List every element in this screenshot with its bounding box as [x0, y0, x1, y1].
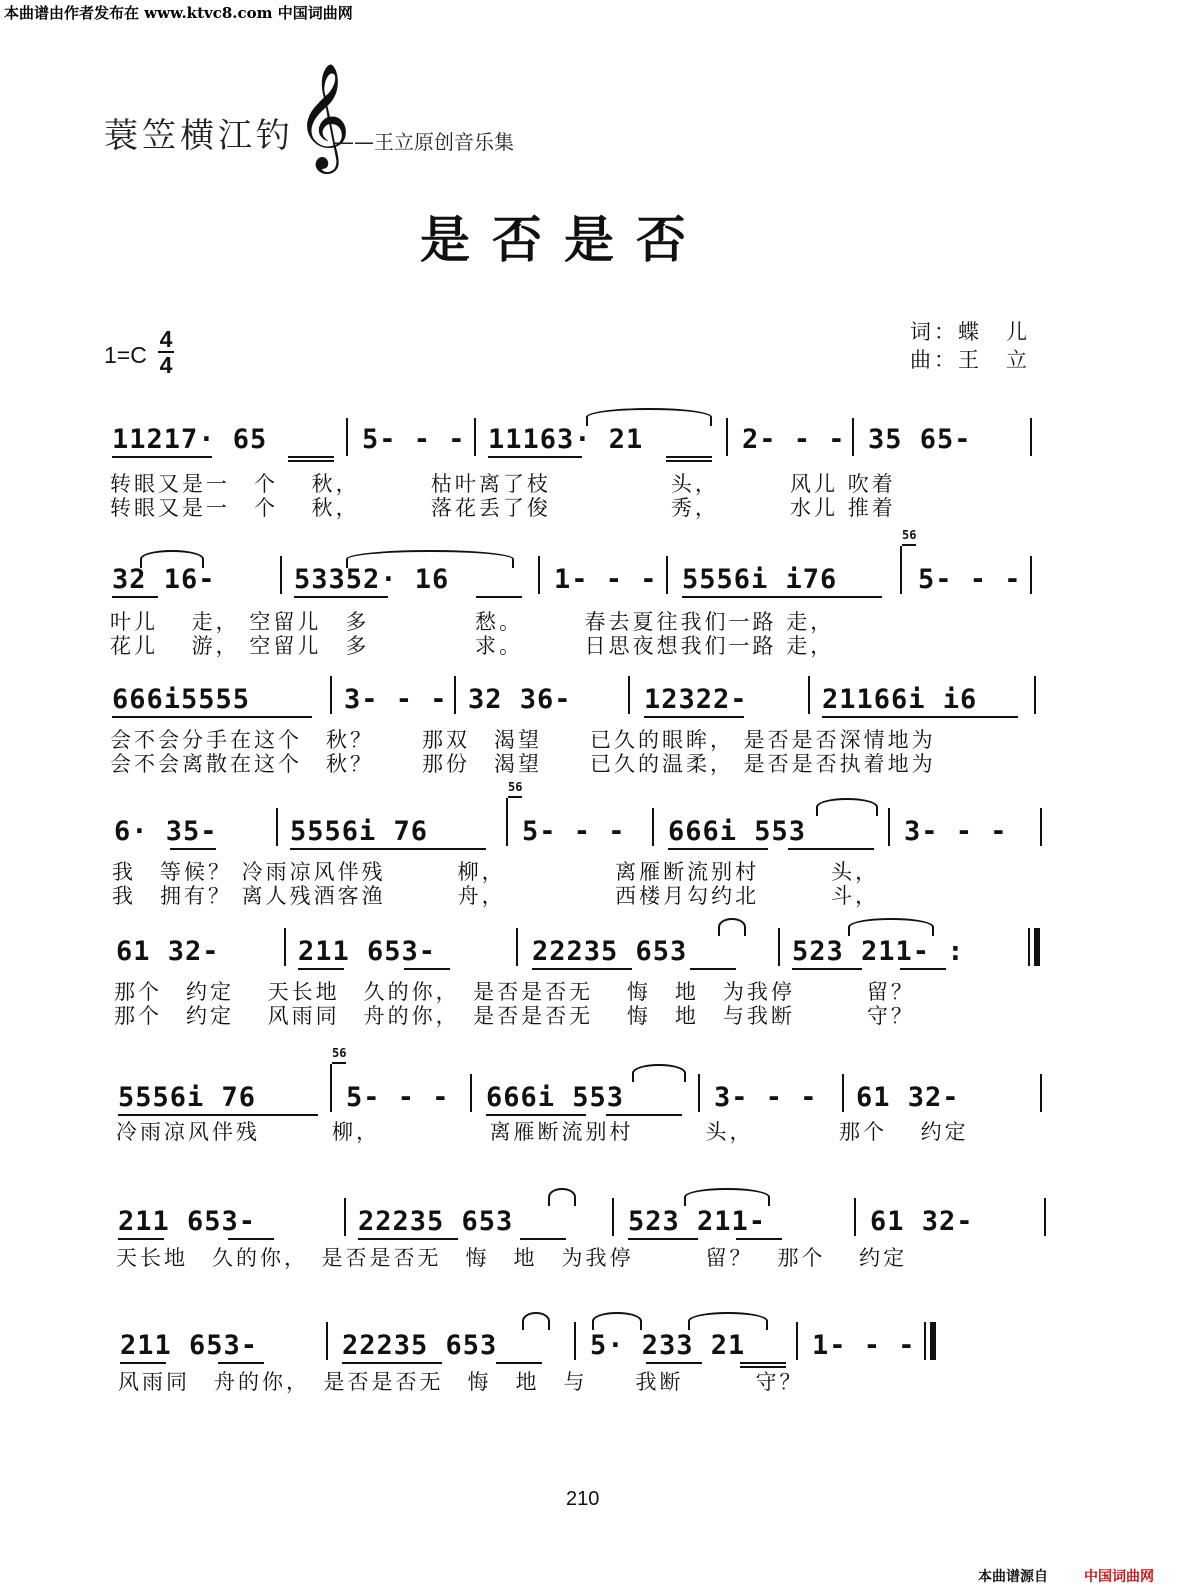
- grace-notes: 56: [902, 528, 917, 542]
- measure: 6· 35-: [114, 816, 218, 847]
- measure: 61 32-: [116, 936, 220, 967]
- beam: [358, 1238, 458, 1240]
- measure: 11163· 21: [488, 424, 644, 455]
- measure: 32 36-: [468, 684, 572, 715]
- measure: 5- - -: [362, 424, 466, 455]
- measure: 35 65-: [868, 424, 972, 455]
- measure: 666i 553: [668, 816, 807, 847]
- lyrics-verse-2: 会不会离散在这个 秋？ 那份 渴望 已久的温柔， 是否是否执着地为: [110, 752, 936, 776]
- barline: [276, 808, 278, 846]
- measure: 21166i i6: [822, 684, 978, 715]
- beam: [218, 1362, 264, 1364]
- time-signature-top: 4: [159, 326, 173, 352]
- beam: [298, 968, 344, 970]
- measure: 666i 553: [486, 1082, 625, 1113]
- tie-arc: [592, 1312, 642, 1330]
- measure: 2- - -: [742, 424, 846, 455]
- barline: [574, 1322, 576, 1360]
- barline: [284, 928, 286, 966]
- beam: [170, 848, 216, 850]
- beam: [628, 1238, 698, 1240]
- lyrics-verse-1: 叶儿 走， 空留儿 多 愁。 春去夏往我们一路 走，: [110, 610, 835, 634]
- barline: [900, 546, 902, 594]
- lyrics-verse-1: 会不会分手在这个 秋？ 那双 渴望 已久的眼眸， 是否是否深情地为: [110, 728, 936, 752]
- beam: [290, 848, 486, 850]
- lyrics-verse-1: 天长地 久的你， 是否是否无 悔 地 为我停 留？ 那个 约定: [116, 1246, 908, 1270]
- measure: 211 653-: [120, 1330, 259, 1361]
- tie-arc: [522, 1312, 550, 1330]
- barline: [612, 1198, 614, 1236]
- barline: [854, 1198, 856, 1236]
- barline: [1040, 1074, 1042, 1112]
- barline: [1030, 418, 1032, 456]
- beam: [496, 1362, 542, 1364]
- measure: 61 32-: [856, 1082, 960, 1113]
- measure: 211 653-: [118, 1206, 257, 1237]
- lyrics-verse-1: 转眼又是一 个 秋， 枯叶离了枝 头， 风儿 吹着: [110, 472, 896, 496]
- beam: [736, 1238, 782, 1240]
- beam: [476, 596, 522, 598]
- song-title: 是否是否: [420, 210, 708, 269]
- beam: [740, 1362, 786, 1364]
- barline: [808, 676, 810, 714]
- tie-arc: [346, 550, 514, 568]
- measure: 666i5555: [112, 684, 251, 715]
- beam: [120, 1362, 166, 1364]
- barline: [330, 1064, 332, 1112]
- barline: [796, 1322, 798, 1360]
- measure: 32 16-: [112, 564, 216, 595]
- beam: [822, 716, 1018, 718]
- footer-site-link[interactable]: 中国词曲网: [1084, 1569, 1154, 1585]
- lyrics-verse-2: 我 拥有？ 离人残酒客渔 舟， 西楼月勾约北 斗，: [112, 884, 880, 908]
- beam: [342, 1362, 442, 1364]
- beam: [112, 456, 212, 458]
- barline: [516, 928, 518, 966]
- measure: 211 653-: [298, 936, 437, 967]
- barline: [538, 556, 540, 594]
- grace-notes: 56: [508, 780, 523, 794]
- beam: [112, 596, 158, 598]
- measure: 3- - -: [904, 816, 1008, 847]
- measure: 523 211- :: [792, 936, 965, 967]
- barline: [778, 928, 780, 966]
- measure: 5- - -: [346, 1082, 450, 1113]
- beam: [508, 796, 522, 798]
- measure: 5556i 76: [118, 1082, 257, 1113]
- lyricist-credit: 词：蝶 儿: [910, 320, 1030, 344]
- barline: [698, 1074, 700, 1112]
- beam: [520, 1238, 566, 1240]
- time-signature-bottom: 4: [159, 352, 173, 378]
- measure: 53352· 16: [294, 564, 450, 595]
- barline: [346, 418, 348, 456]
- measure: 1- - -: [812, 1330, 916, 1361]
- barline: [474, 418, 476, 456]
- lyrics-verse-2: 花儿 游， 空留儿 多 求。 日思夜想我们一路 走，: [110, 634, 835, 658]
- beam: [690, 968, 736, 970]
- page-number: 210: [566, 1488, 600, 1510]
- collection-subtitle: ——王立原创音乐集: [334, 130, 514, 154]
- tie-arc: [816, 798, 878, 816]
- beam: [644, 716, 744, 718]
- beam: [900, 968, 946, 970]
- beam: [118, 1238, 164, 1240]
- barline: [652, 808, 654, 846]
- tie-arc: [632, 1064, 686, 1082]
- barline: [888, 808, 890, 846]
- barline: [852, 418, 854, 456]
- beam: [666, 460, 712, 462]
- measure: 5556i 76: [290, 816, 429, 847]
- repeat-barline-thin: [1028, 928, 1030, 966]
- header-site-text: 本曲谱由作者发布在 www.ktvc8.com 中国词曲网: [4, 4, 353, 22]
- treble-clef-icon: 𝄞: [296, 62, 351, 169]
- measure: 12322-: [644, 684, 748, 715]
- final-barline-thin: [924, 1322, 926, 1360]
- beam: [332, 1062, 346, 1064]
- beam: [646, 1362, 702, 1364]
- measure: 5· 233 21: [590, 1330, 746, 1361]
- measure: 22235 653: [342, 1330, 498, 1361]
- beam: [902, 544, 916, 546]
- barline: [326, 1322, 328, 1360]
- barline: [454, 676, 456, 714]
- barline: [1044, 1198, 1046, 1236]
- barline: [344, 1198, 346, 1236]
- barline: [666, 556, 668, 594]
- tie-arc: [586, 408, 712, 426]
- time-signature: [158, 328, 174, 376]
- barline: [1030, 556, 1032, 594]
- lyrics-verse-1: 风雨同 舟的你， 是否是否无 悔 地 与 我断 守？: [118, 1370, 804, 1394]
- beam: [404, 968, 450, 970]
- measure: 61 32-: [870, 1206, 974, 1237]
- measure: 22235 653: [532, 936, 688, 967]
- beam: [288, 460, 334, 462]
- tie-arc: [848, 918, 934, 936]
- measure: 5556i i76: [682, 564, 838, 595]
- barline: [628, 676, 630, 714]
- lyrics-verse-1: 那个 约定 天长地 久的你， 是否是否无 悔 地 为我停 留？: [114, 980, 915, 1004]
- barline: [842, 1074, 844, 1112]
- collection-title: 蓑笠横江钓: [104, 116, 294, 156]
- measure: 3- - -: [344, 684, 448, 715]
- barline: [1040, 808, 1042, 846]
- beam: [666, 456, 712, 458]
- key-signature: 1=C: [104, 342, 147, 368]
- lyrics-verse-2: 转眼又是一 个 秋， 落花丢了俊 秀， 水儿 推着: [110, 496, 896, 520]
- measure: 523 211-: [628, 1206, 767, 1237]
- barline: [470, 1074, 472, 1112]
- tie-arc: [718, 918, 746, 936]
- barline: [726, 418, 728, 456]
- tie-arc: [684, 1188, 770, 1206]
- beam: [488, 456, 582, 458]
- beam: [294, 596, 388, 598]
- barline: [280, 556, 282, 594]
- barline: [330, 676, 332, 714]
- beam: [668, 848, 768, 850]
- footer-source-text: 本曲谱源自: [978, 1569, 1048, 1585]
- measure: 3- - -: [714, 1082, 818, 1113]
- lyrics-verse-1: 冷雨凉风伴残 柳， 离雁断流别村 头， 那个 约定: [116, 1120, 969, 1144]
- beam: [792, 968, 862, 970]
- final-barline-thick: [930, 1322, 936, 1360]
- beam: [532, 968, 632, 970]
- beam: [228, 1238, 274, 1240]
- composer-credit: 曲：王 立: [910, 348, 1030, 372]
- measure: 11217· 65: [112, 424, 268, 455]
- grace-notes: 56: [332, 1046, 347, 1060]
- beam: [682, 596, 882, 598]
- beam: [288, 456, 334, 458]
- tie-arc: [548, 1188, 576, 1206]
- measure: 5- - -: [522, 816, 626, 847]
- measure: 1- - -: [554, 564, 658, 595]
- beam: [788, 848, 874, 850]
- barline: [1034, 676, 1036, 714]
- repeat-barline-thick: [1034, 928, 1040, 966]
- measure: 5- - -: [918, 564, 1022, 595]
- lyrics-verse-1: 我 等候？ 冷雨凉风伴残 柳， 离雁断流别村 头，: [112, 860, 880, 884]
- lyrics-verse-2: 那个 约定 风雨同 舟的你， 是否是否无 悔 地 与我断 守？: [114, 1004, 915, 1028]
- tie-arc: [140, 550, 204, 568]
- barline: [506, 798, 508, 846]
- measure: 22235 653: [358, 1206, 514, 1237]
- tie-arc: [688, 1312, 768, 1330]
- beam: [112, 716, 312, 718]
